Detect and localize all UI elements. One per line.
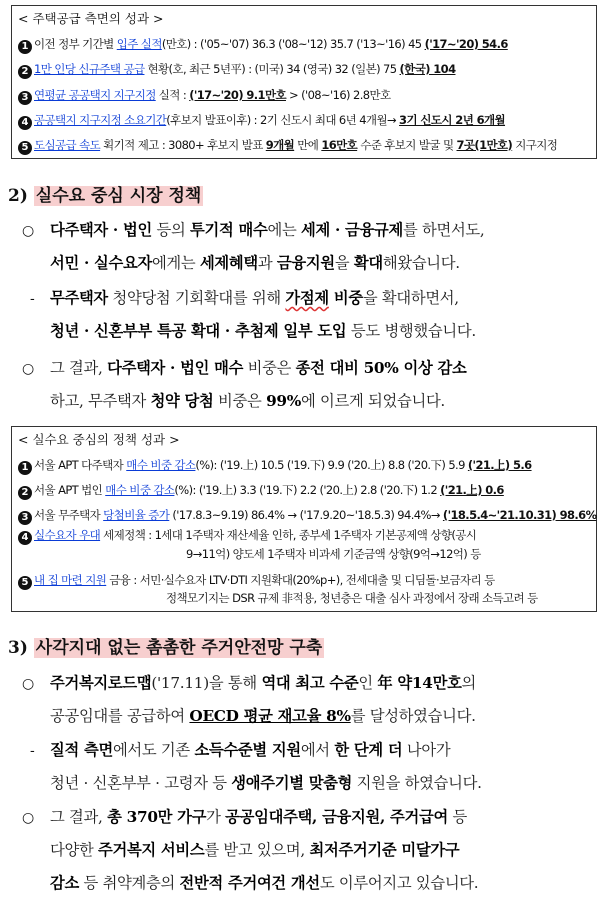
text-run: 서울 APT 법인: [34, 483, 106, 497]
text-run: 청약당첨 기회확대를 위해: [107, 289, 286, 307]
paragraph: [50, 734, 602, 800]
highlighted-term: 매수 비중 감소: [126, 458, 196, 472]
paragraph: [50, 352, 602, 418]
item-number-badge: 2: [18, 486, 32, 500]
text-run: 청년 · 신혼부부 · 고령자 등: [50, 774, 232, 792]
section-number: 3): [8, 638, 28, 658]
text-run: 해왔습니다.: [382, 254, 460, 272]
emphasized-text: 가점제: [285, 289, 329, 307]
emphasized-text: 무주택자: [50, 289, 108, 307]
text-run: 그 결과,: [50, 808, 108, 826]
emphasized-text: 생애주기별 맞춤형: [231, 774, 353, 792]
text-run: 나아가: [402, 741, 451, 759]
paragraph-line: [50, 734, 602, 767]
paragraph: [50, 667, 602, 733]
text-run: 9→11억) 양도세 1주택자 비과세 기준금액 상향(9억→12억) 등: [186, 547, 481, 561]
text-run: 하고, 무주택자: [50, 392, 151, 410]
text-run: (후보지 발표이후) : 2기 신도시 최대 6년 4개월→: [166, 113, 400, 127]
text-run: (한국) 104: [399, 62, 456, 76]
emphasized-text: 다주택자 · 법인 매수: [107, 359, 244, 377]
highlighted-term: 공공택지 지구지정 소요기간: [34, 113, 167, 127]
paragraph-line: [50, 801, 602, 834]
highlighted-term: 도심공급 속도: [34, 138, 101, 152]
result-row: [18, 137, 590, 155]
text-run: 3기 신도시 2년 6개월: [399, 113, 506, 127]
bullet-marker: ○: [22, 223, 35, 239]
text-run: 금융 : 서민·실수요자 LTV·DTI 지원확대(20%p+), 전세대출 및 디딤돌·보금자리 등: [106, 573, 495, 587]
text-run: 비중은: [243, 359, 296, 377]
bullet-marker: -: [30, 291, 35, 307]
text-run: 획기적 제고 : 3080+ 후보지 발표: [100, 138, 266, 152]
item-number-badge: 5: [18, 576, 32, 590]
text-run: 를 하면서도,: [402, 221, 485, 239]
paragraph-line: [50, 834, 602, 867]
emphasized-text: 청년 · 신혼부부 특공 확대 · 추첨제 일부 도입: [50, 322, 347, 340]
text-run: 인: [358, 674, 378, 692]
text-run: 수준 후보지 발굴 및: [357, 138, 457, 152]
text-run: 에서도 기존: [112, 741, 195, 759]
emphasized-text: 감소: [50, 874, 79, 892]
text-run: 현황(호, 최근 5년平) : (미국) 34 (영국) 32 (일본) 75: [144, 62, 400, 76]
result-row: [166, 590, 590, 606]
text-run: 서울 APT 다주택자: [34, 458, 127, 472]
text-run: ('18.5.4~'21.10.31) 98.6%: [442, 508, 597, 522]
emphasized-text: 세제 · 금융규제: [301, 221, 403, 239]
result-row: [18, 527, 590, 545]
text-run: 등: [447, 808, 467, 826]
text-run: 지구지정: [512, 138, 558, 152]
text-run: 를 달성하였습니다.: [350, 707, 476, 725]
emphasized-text: 종전 대비 50% 이상 감소: [295, 359, 467, 377]
paragraph-line: [50, 385, 602, 418]
text-run: (%): ('19.上) 3.3 ('19.下) 2.2 ('20.上) 2.8 ('20.下) 1.2: [174, 483, 441, 497]
text-run: ('21.上) 0.6: [440, 483, 504, 497]
emphasized-text: 서민 · 실수요자: [50, 254, 152, 272]
highlighted-term: 연평균 공공택지 지구지정: [34, 88, 156, 102]
text-run: 9개월: [265, 138, 295, 152]
text-run: ('17~'20) 54.6: [424, 37, 508, 51]
emphasized-text: 청약 당첨: [150, 392, 214, 410]
text-run: 만에: [294, 138, 322, 152]
text-run: 공공임대를 공급하여: [50, 707, 190, 725]
paragraph-line: [50, 214, 602, 247]
item-number-badge: 4: [18, 531, 32, 545]
result-row: [18, 572, 590, 590]
text-run: 16만호: [321, 138, 358, 152]
box-title: < 주택공급 측면의 성과 >: [18, 11, 164, 26]
section-title: 사각지대 없는 촘촘한 주거안전망 구축: [35, 638, 323, 658]
text-run: 서울 무주택자: [34, 508, 104, 522]
result-row: [18, 507, 597, 525]
box-title: < 실수요 중심의 정책 성과 >: [18, 432, 180, 447]
text-run: (%): ('19.上) 10.5 ('19.下) 9.9 ('20.上) 8.8 ('20.下) 5.9: [195, 458, 468, 472]
result-row: [18, 87, 590, 105]
paragraph: [50, 214, 602, 280]
paragraph: [50, 801, 602, 900]
highlighted-term: 내 집 마련 지원: [34, 573, 107, 587]
text-run: 등 취약계층의: [78, 874, 180, 892]
emphasized-text: 확대: [353, 254, 383, 272]
text-run: ('17.11)을 통해: [151, 674, 262, 692]
paragraph: [50, 282, 602, 348]
item-number-badge: 2: [18, 65, 32, 79]
highlighted-term: 당첨비율 증가: [103, 508, 170, 522]
emphasized-text: 99%: [266, 392, 301, 410]
text-run: > ('08~'16) 2.8만호: [285, 88, 391, 102]
item-number-badge: 3: [18, 511, 32, 525]
text-run: 에는: [267, 221, 301, 239]
emphasized-text: 전반적 주거여건 개선: [179, 874, 320, 892]
text-run: 정책모기지는 DSR 규제 非적용, 청년층은 대출 심사 과정에서 장래 소득고려 등: [166, 591, 538, 605]
highlighted-term: 매수 비중 감소: [105, 483, 175, 497]
emphasized-text: OECD 평균 재고율 8%: [189, 707, 351, 725]
emphasized-text: 금융지원: [276, 254, 335, 272]
result-row: [18, 36, 590, 54]
text-run: (만호) : ('05~'07) 36.3 ('08~'12) 35.7 ('13~'16) 45: [161, 37, 425, 51]
text-run: 에게는: [151, 254, 200, 272]
bullet-marker: ○: [22, 810, 35, 826]
text-run: 실적 :: [155, 88, 190, 102]
text-run: 등의: [151, 221, 191, 239]
result-row: [18, 482, 590, 500]
emphasized-text: 年 약14만호: [377, 674, 462, 692]
text-run: 이전 정부 기간별: [34, 37, 117, 51]
emphasized-text: 주거복지 서비스: [98, 841, 205, 859]
bullet-marker: ○: [22, 676, 35, 692]
highlighted-term: 실수요자 우대: [34, 528, 101, 542]
text-run: 다양한: [50, 841, 98, 859]
paragraph-line: [50, 667, 602, 700]
text-run: 7곳(1만호): [456, 138, 513, 152]
text-run: ('17~'20) 9.1만호: [189, 88, 286, 102]
paragraph-line: [50, 247, 602, 280]
emphasized-text: 다주택자 · 법인: [50, 221, 152, 239]
bullet-marker: -: [30, 743, 35, 759]
item-number-badge: 4: [18, 116, 32, 130]
text-run: 그 결과,: [50, 359, 108, 377]
emphasized-text: 역대 최고 수준: [261, 674, 359, 692]
paragraph-line: [50, 315, 602, 348]
emphasized-text: 세제혜택: [199, 254, 258, 272]
emphasized-text: 소득수준별 지원: [194, 741, 301, 759]
paragraph-line: [50, 282, 602, 315]
emphasized-text: 최저주거기준 미달가구: [309, 841, 460, 859]
emphasized-text: 한 단계 더: [334, 741, 403, 759]
text-run: 비중은: [213, 392, 267, 410]
text-run: 을: [334, 254, 354, 272]
text-run: 을 확대하면서,: [362, 289, 459, 307]
text-run: 에 이르게 되었습니다.: [301, 392, 445, 410]
result-row: [186, 546, 590, 562]
result-row: [18, 457, 590, 475]
paragraph-line: [50, 867, 602, 900]
text-run: 과: [257, 254, 277, 272]
item-number-badge: 5: [18, 141, 32, 155]
text-run: 를 받고 있으며,: [204, 841, 310, 859]
text-run: 등도 병행했습니다.: [346, 322, 476, 340]
housing-supply-results-box: [11, 5, 597, 159]
emphasized-text: 질적 측면: [50, 741, 113, 759]
text-run: 세제정책 : 1세대 1주택자 재산세율 인하, 종부세 1주택자 기본공제액 상향(공시: [100, 528, 477, 542]
emphasized-text: 비중: [328, 289, 363, 307]
highlighted-term: 1만 인당 신규주택 공급: [34, 62, 145, 76]
paragraph-line: [50, 700, 602, 733]
result-row: [18, 61, 590, 79]
emphasized-text: 투기적 매수: [190, 221, 268, 239]
emphasized-text: 총 370만 가구: [107, 808, 207, 826]
text-run: 도 이루어지고 있습니다.: [319, 874, 479, 892]
item-number-badge: 1: [18, 461, 32, 475]
highlighted-term: 입주 실적: [116, 37, 162, 51]
text-run: ('17.8.3~9.19) 86.4% → ('17.9.20~'18.5.3) 94.4%→: [169, 508, 443, 522]
text-run: 가: [206, 808, 226, 826]
paragraph-line: [50, 352, 602, 385]
result-row: [18, 112, 590, 130]
section-number: 2): [8, 186, 28, 206]
item-number-badge: 1: [18, 40, 32, 54]
text-run: ('21.上) 5.6: [467, 458, 532, 472]
section-3-heading: [8, 633, 324, 658]
text-run: 의: [461, 674, 477, 692]
emphasized-text: 공공임대주택, 금융지원, 주거급여: [225, 808, 448, 826]
text-run: 지원을 하였습니다.: [352, 774, 482, 792]
section-2-heading: [8, 181, 203, 206]
item-number-badge: 3: [18, 91, 32, 105]
text-run: 에서: [300, 741, 335, 759]
section-title: 실수요 중심 시장 정책: [35, 186, 202, 206]
paragraph-line: [50, 767, 602, 800]
bullet-marker: ○: [22, 361, 35, 377]
policy-results-box: [11, 426, 597, 612]
emphasized-text: 주거복지로드맵: [50, 674, 152, 692]
